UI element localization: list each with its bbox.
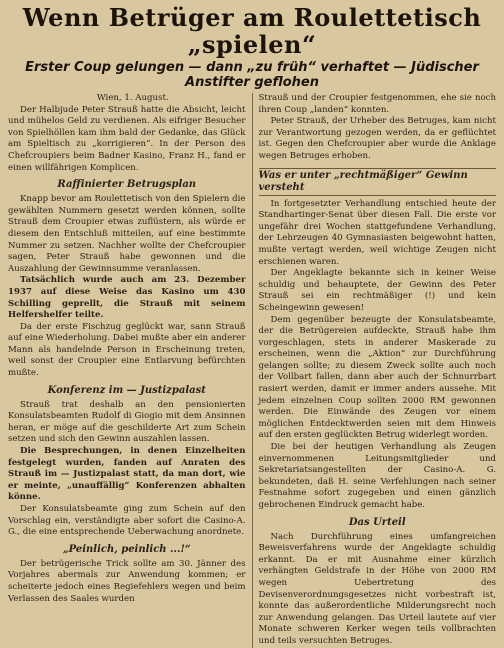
- paragraph: Der Konsulatsbeamte ging zum Schein auf den Vorschlag ein, verständigte aber sofort die Casino-A. G., die eine entsprechende Ueberwachung anordnete.: [8, 504, 246, 538]
- subheadline-line-1: Erster Coup gelungen — dann „zu früh“ verhaftet — Jüdischer: [25, 60, 479, 75]
- headline-line-2: „spielen“: [187, 30, 317, 59]
- paragraph: Da der erste Fischzug geglückt war, sann Strauß auf eine Wiederholung. Dabei mußte aber ein anderer Mann als handelnde Person in Erscheinung treten, weil sonst der Croupier eine Entlarvung befürchten mußte.: [8, 321, 246, 379]
- subheadline: [8, 60, 496, 90]
- section-heading: Konferenz im — Justizpalast: [47, 384, 206, 396]
- left-column: [8, 93, 252, 648]
- paragraph: Tatsächlich wurde auch am 23. Dezember 1937 auf diese Weise das Kasino um 430 Schilling geprellt, die Strauß mit seinem Helfershelfer teilte.: [8, 275, 246, 321]
- paragraph: Die bei der heutigen Verhandlung als Zeugen einvernommenen Leitungsmitglieder und Sekretariatsangestellten der Casino-A. G. bekundeten, daß H. seine Verfehlungen nach seiner Festnahme sofort zugegeben und einen gänzlich gebrochenen Eindruck gemacht habe.: [258, 442, 496, 510]
- paragraph: Der Halbjude Peter Strauß hatte die Absicht, leicht und mühelos Geld zu verdienen. Als eifriger Besucher von Spielhöllen kam ihm bald der Gedanke, das Glück am Spieltisch zu „korrigieren“. In der Person des Chefcroupiers beim Badner Kasino, Franz H., fand er einen willfährigen Komplicen.: [8, 104, 246, 173]
- subheadline-line-2: Anstifter geflohen: [185, 75, 319, 90]
- paragraph: Der betrügerische Trick sollte am 30. Jänner des Vorjahres abermals zur Anwendung kommen; er scheiterte jedoch eines Regiefehlers wegen und beim Verlassen des Saales wurden: [8, 558, 246, 604]
- headline-line-1: Wenn Betrüger am Roulettetisch: [22, 3, 482, 32]
- headline: [8, 4, 496, 58]
- paragraph: Der Angeklagte bekannte sich in keiner Weise schuldig und behauptete, der Gewinn des Peter Strauß sei ein rechtmäßiger (!) und kein Scheingewinn gewesen!: [258, 268, 496, 313]
- paragraph: In fortgesetzter Verhandlung entschied heute der Standhartinger-Senat über diesen Fall. Die erste vor ungefähr drei Wochen stattgefundene Verhandlung, der Lehrzeugen 40 Gymnasiasten beigewohnt hatten, mußte vertagt werden, weil wichtige Zeugen nicht erschienen waren.: [258, 198, 496, 267]
- dateline: Wien, 1. August.: [96, 93, 169, 103]
- paragraph: Knapp bevor am Roulettetisch von den Spielern die gewählten Nummern gesetzt werden können, sollte Strauß dem Croupier etwas zuflüstern, als würde er diesem den Entschluß mitteilen, auf eine bestimmte Nummer zu setzen. Nachher wollte der Chefcroupier sagen, Peter Strauß habe gewonnen und die Auszahlung der Gewinnsumme veranlassen.: [8, 194, 246, 274]
- section-heading: „Peinlich, peinlich ...!“: [62, 543, 191, 555]
- section-heading: Was er unter „rechtmäßiger“ Gewinn versteht: [259, 168, 497, 196]
- right-column: [252, 93, 497, 648]
- section-heading: Das Urteil: [348, 516, 406, 528]
- paragraph: Peter Strauß, der Urheber des Betruges, kam nicht zur Verantwortung gezogen werden, da er geflüchtet ist. Gegen den Chefcroupier aber wurde die Anklage wegen Betruges erhoben.: [258, 116, 496, 161]
- paragraph: Dem gegenüber bezeugte der Konsulatsbeamte, der die Betrügereien aufdeckte, Strauß habe ihm vorgeschlagen, stets in anderer Maskerade zu erscheinen, wenn die „Aktion“ zur Durchführung gelangen sollte; zu diesem Zweck sollte auch noch der Vollbart fallen, dann aber auch der Schnurrbart rasiert werden, damit er immer anders aussehe. Mit jedem einzelnen Coup sollten 2000 RM gewonnen werden. Die Einwände des Zeugen vor einem möglichen Entdecktwerden seien mit dem Hinweis auf den ersten geglückten Betrug widerlegt worden.: [258, 314, 496, 441]
- section-heading: Raffinierter Betrugsplan: [57, 179, 197, 191]
- paragraph: Die Besprechungen, in denen Einzelheiten festgelegt wurden, fanden auf Anraten des Strauß im — Justizpalast statt, da man dort, wie er meinte, „unauffällig“ Konferenzen abhalten könne.: [8, 446, 246, 503]
- paragraph: Strauß trat deshalb an den pensionierten Konsulatsbeamten Rudolf di Giogio mit dem Ansinnen heran, er möge auf die geschilderte Art zum Schein setzen und sich den Gewinn auszahlen lassen.: [8, 399, 246, 445]
- paragraph: Strauß und der Croupier festgenommen, ehe sie noch ihren Coup „landen“ konnten.: [258, 93, 496, 115]
- article-columns: [8, 93, 496, 648]
- paragraph: Nach Durchführung eines umfangreichen Beweisverfahrens wurde der Angeklagte schuldig erkannt. Da er mit Ausnahme einer kürzlich verhängten Geldstrafe in der Höhe von 2000 RM wegen Uebertretung des Devisenverordnungsgesetzes nicht vorbestraft ist, konnte das außerordentliche Milderungsrecht noch zur Anwendung gelangen. Das Urteil lautete auf vier Monate schweren Kerker wegen teils vollbrachten und teils versuchten Betruges.: [258, 531, 496, 646]
